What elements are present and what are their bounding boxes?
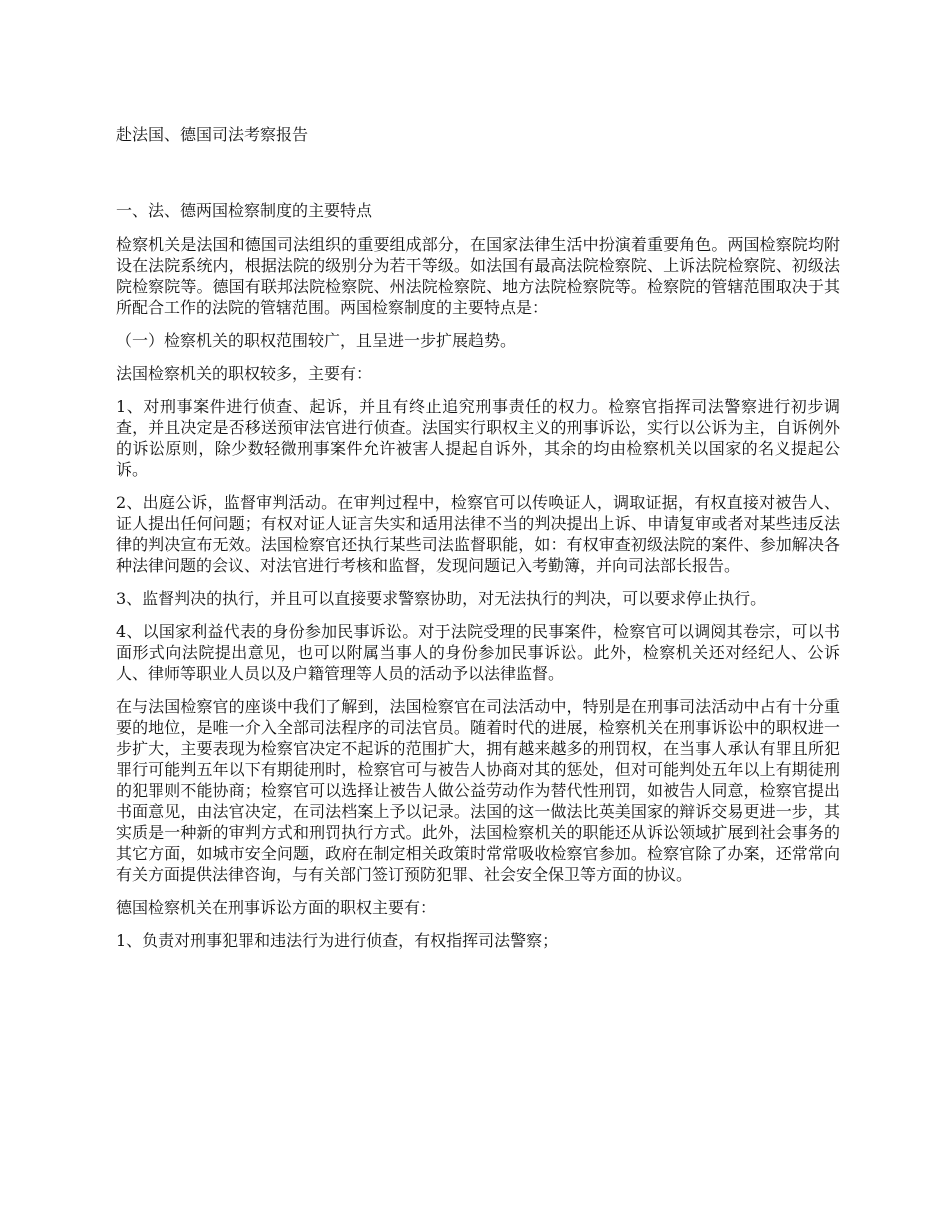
paragraph-france-item-2: 2、出庭公诉，监督审判活动。在审判过程中，检察官可以传唤证人，调取证据，有权直接对被告人、证人提出任何问题；有权对证人证言失实和适用法律不当的判决提出上诉、申请复审或者对某些违反法律的判决宣布无效。法国检察官还执行某些司法监督职能，如：有权审查初级法院的案件、参加解决各种法律问题的会议、对法官进行考核和监督，发现问题记入考勤簿，并向司法部长报告。 bbox=[116, 493, 840, 575]
section-heading: 一、法、德两国检察制度的主要特点 bbox=[116, 201, 373, 220]
paragraph-germany-item-1: 1、负责对刑事犯罪和违法行为进行侦查，有权指挥司法警察； bbox=[116, 931, 559, 950]
paragraph-france-discussion: 在与法国检察官的座谈中我们了解到，法国检察官在司法活动中，特别是在刑事司法活动中占有十分重要的地位，是唯一介入全部司法程序的司法官员。随着时代的进展，检察机关在刑事诉讼中的职权进一步扩大，主要表现为检察官决定不起诉的范围扩大，拥有越来越多的刑罚权，在当事人承认有罪且所犯罪行可能判五年以下有期徒刑时，检察官可与被告人协商对其的惩处，但对可能判处五年以上有期徒刑的犯罪则不能协商；检察官可以选择让被告人做公益劳动作为替代性刑罚，如被告人同意，检察官提出书面意见，由法官决定，在司法档案上予以记录。法国的这一做法比英美国家的辩诉交易更进一步，其实质是一种新的审判方式和刑罚执行方式。此外，法国检察机关的职能还从诉讼领域扩展到社会事务的其它方面，如城市安全问题，政府在制定相关政策时常常吸收检察官参加。检察官除了办案，还常常向有关方面提供法律咨询，与有关部门签订预防犯罪、社会安全保卫等方面的协议。 bbox=[116, 697, 840, 884]
document-title: 赴法国、德国司法考察报告 bbox=[116, 125, 309, 144]
paragraph-france-powers: 法国检察机关的职权较多，主要有： bbox=[116, 364, 373, 383]
document-page bbox=[116, 124, 840, 963]
paragraph-germany-powers: 德国检察机关在刑事诉讼方面的职权主要有： bbox=[116, 898, 437, 917]
paragraph-france-item-4: 4、以国家利益代表的身份参加民事诉讼。对于法院受理的民事案件，检察官可以调阅其卷宗，可以书面形式向法院提出意见，也可以附属当事人的身份参加民事诉讼。此外，检察机关还对经纪人、公诉人、律师等职业人员以及户籍管理等人员的活动予以法律监督。 bbox=[116, 622, 840, 683]
paragraph-subheading-1: （一）检察机关的职权范围较广，且呈进一步扩展趋势。 bbox=[116, 331, 517, 350]
paragraph-france-item-1: 1、对刑事案件进行侦查、起诉，并且有终止追究刑事责任的权力。检察官指挥司法警察进行初步调查，并且决定是否移送预审法官进行侦查。法国实行职权主义的刑事诉讼，实行以公诉为主，自诉例外的诉讼原则，除少数轻微刑事案件允许被害人提起自诉外，其余的均由检察机关以国家的名义提起公诉。 bbox=[116, 397, 840, 479]
paragraph-intro: 检察机关是法国和德国司法组织的重要组成部分，在国家法律生活中扮演着重要角色。两国检察院均附设在法院系统内，根据法院的级别分为若干等级。如法国有最高法院检察院、上诉法院检察院、初级法院检察院等。德国有联邦法院检察院、州法院检察院、地方法院检察院等。检察院的管辖范围取决于其所配合工作的法院的管辖范围。两国检察制度的主要特点是： bbox=[116, 235, 840, 317]
paragraph-france-item-3: 3、监督判决的执行，并且可以直接要求警察协助，对无法执行的判决，可以要求停止执行。 bbox=[116, 589, 767, 608]
